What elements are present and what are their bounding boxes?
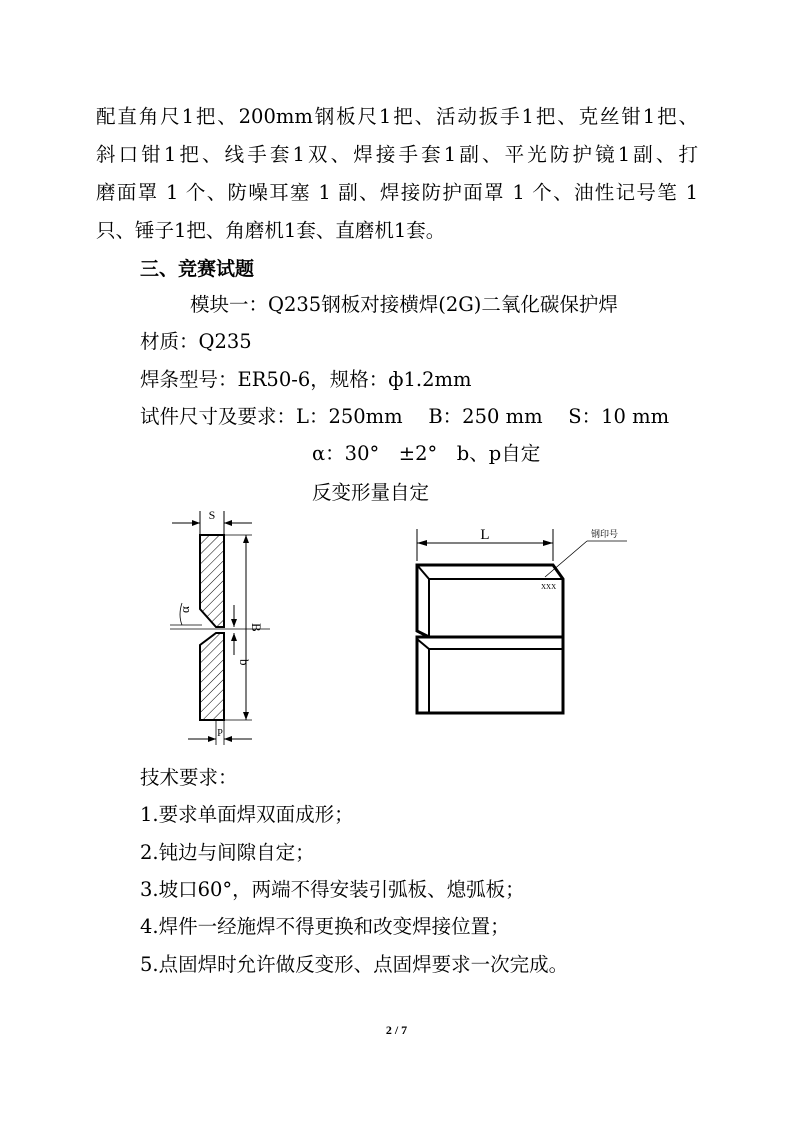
stamp-code: XXX bbox=[541, 583, 557, 591]
upper-plate-front bbox=[417, 565, 563, 637]
stamp-label: 钢印号 bbox=[591, 529, 619, 539]
p-label: P bbox=[217, 728, 223, 739]
lower-plate bbox=[200, 633, 224, 720]
requirement-item: 3.坡口60°，两端不得安装引弧板、熄弧板； bbox=[140, 878, 525, 901]
intro-line-3: 磨面罩 1 个、防噪耳塞 1 副、焊接防护面罩 1 个、油性记号笔 1 bbox=[96, 181, 698, 204]
intro-line-1: 配直角尺1把、200mm钢板尺1把、活动扳手1把、克丝钳1把、 bbox=[96, 105, 698, 128]
requirement-item: 5.点固焊时允许做反变形、点固焊要求一次完成。 bbox=[140, 953, 569, 976]
page-number: 2 / 7 bbox=[385, 1023, 408, 1037]
electrode-line: 焊条型号：ER50-6，规格：ф1.2mm bbox=[140, 368, 472, 391]
joint-cross-section-diagram bbox=[160, 505, 280, 750]
deformation-line: 反变形量自定 bbox=[312, 481, 430, 504]
b-upper-label: B bbox=[249, 623, 264, 632]
l-label: L bbox=[480, 527, 490, 543]
requirements-title: 技术要求： bbox=[140, 766, 238, 789]
upper-plate bbox=[200, 535, 224, 627]
plate-assembly-diagram bbox=[405, 515, 640, 720]
module-title: 模块一：Q235钢板对接横焊(2G)二氧化碳保护焊 bbox=[190, 293, 618, 316]
intro-line-4: 只、锤子1把、角磨机1套、直磨机1套。 bbox=[96, 219, 446, 242]
section-title: 三、竞赛试题 bbox=[140, 258, 255, 280]
b-lower-label: b bbox=[237, 659, 252, 666]
intro-line-2: 斜口钳1把、线手套1双、焊接手套1副、平光防护镜1副、打 bbox=[96, 143, 698, 166]
requirement-item: 2.钝边与间隙自定； bbox=[140, 841, 315, 864]
material-line: 材质：Q235 bbox=[140, 330, 252, 353]
s-label: S bbox=[208, 508, 216, 522]
requirement-item: 1.要求单面焊双面成形； bbox=[140, 803, 354, 826]
angle-line: α：30° ±2° b、p自定 bbox=[312, 442, 541, 465]
alpha-label: α bbox=[177, 606, 192, 613]
specimen-line: 试件尺寸及要求：L：250mm B：250 mm S：10 mm bbox=[140, 405, 670, 428]
requirement-item: 4.焊件一经施焊不得更换和改变焊接位置； bbox=[140, 915, 510, 938]
